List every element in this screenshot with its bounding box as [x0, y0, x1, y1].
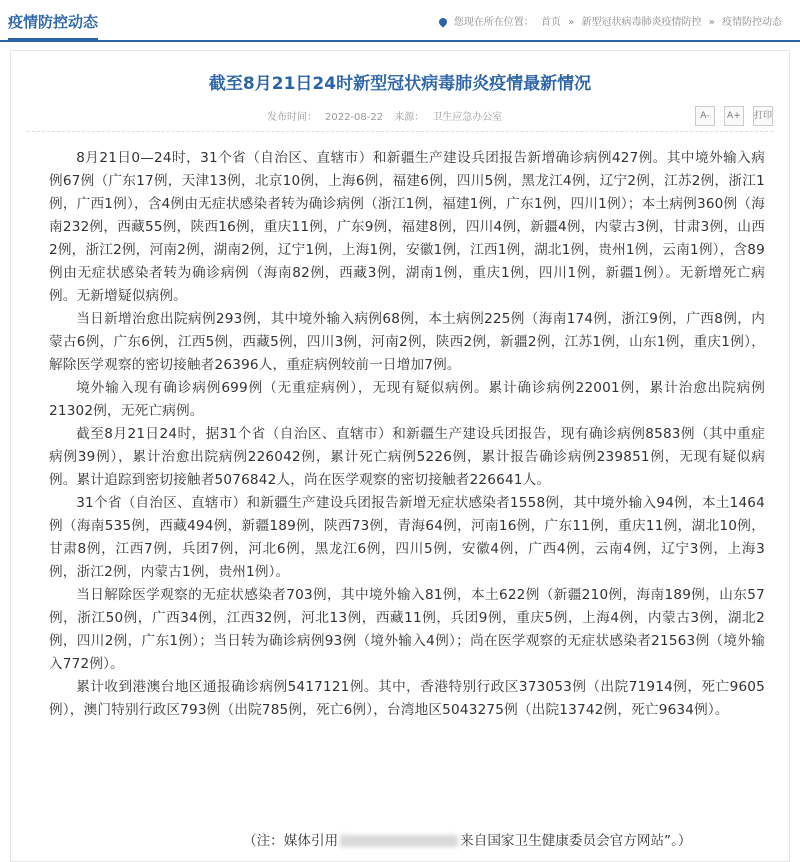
top-header — [0, 0, 800, 42]
article-paragraph: 境外输入现有确诊病例699例（无重症病例），无现有疑似病例。累计确诊病例22001例，累计治愈出院病例21302例，无死亡病例。 — [49, 380, 765, 419]
breadcrumb — [437, 13, 784, 28]
article-paragraph: 31个省（自治区、直辖市）和新疆生产建设兵团报告新增无症状感染者1558例，其中境外输入94例，本土1464例（海南535例，西藏494例，新疆189例，陕西73例，青海64例，河南16例，广东11例，重庆11例，湖北10例，甘肃8例，江西7例，兵团7例，河北6例，黑龙江6例，四川5例，安徽4例，广西4例，云南4例，辽宁3例，上海3例，浙江2例，内蒙古1例，贵州1例）。 — [49, 495, 765, 580]
article-paragraph: 当日解除医学观察的无症状感染者703例，其中境外输入81例，本土622例（新疆210例，海南189例，山东57例，浙江50例，广西34例，江西32例，河北13例，西藏11例，兵团9例，重庆5例，上海4例，内蒙古3例，湖北2例，四川2例，广东1例）；当日转为确诊病例93例（境外输入4例）；尚在医学观察的无症状感染者21563例（境外输入772例）。 — [49, 587, 765, 672]
article-card — [10, 50, 790, 862]
article-paragraph: 当日新增治愈出院病例293例，其中境外输入病例68例，本土病例225例（海南174例，浙江9例，广西8例，内蒙古6例，广东6例，江西5例，西藏5例，四川3例，河南2例，陕西2例，新疆2例，江苏1例，山东1例，重庆1例），解除医学观察的密切接触者26396人，重症病例较前一日增加7例。 — [49, 311, 765, 373]
article-tools — [691, 103, 773, 126]
source-note — [243, 829, 692, 849]
article-title: 截至8月21日24时新型冠状病毒肺炎疫情最新情况 — [208, 74, 592, 94]
breadcrumb-epidemic-link[interactable]: 新型冠状病毒肺炎疫情防控 — [581, 17, 702, 28]
article-meta — [267, 108, 510, 123]
article-paragraph: 8月21日0—24时，31个省（自治区、直辖市）和新疆生产建设兵团报告新增确诊病例427例。其中境外输入病例67例（广东17例，天津13例，北京10例，上海6例，福建6例，四川5例，黑龙江4例，辽宁2例，江苏2例，浙江1例，广西1例），含4例由无症状感染者转为确诊病例（浙江1例，福建1例，广东1例，四川1例）；本土病例360例（海南232例，西藏55例，陕西16例，重庆11例，广东9例，福建8例，四川4例，新疆4例，内蒙古3例，甘肃3例，山西2例，浙江2例，河南2例，湖南2例，辽宁1例，上海1例，安徽1例，江西1例，湖北1例，贵州1例，云南1例），含89例由无症状感染者转为确诊病例（海南82例，西藏3例，湖南1例，重庆1例，四川1例，新疆1例）。无新增死亡病例。无新增疑似病例。 — [49, 150, 765, 304]
article-paragraph: 截至8月21日24时，据31个省（自治区、直辖市）和新疆生产建设兵团报告，现有确诊病例8583例（其中重症病例39例），累计治愈出院病例226042例，累计死亡病例5226例，累计报告确诊病例239851例，无现有疑似病例。累计追踪到密切接触者5076842人，尚在医学观察的密切接触者226641人。 — [49, 426, 765, 488]
location-pin-icon — [437, 16, 448, 27]
source-label: 来源： — [394, 112, 425, 123]
section-title: 疫情防控动态 — [8, 11, 98, 41]
font-decrease-button[interactable]: A- — [695, 106, 715, 126]
breadcrumb-home-link[interactable]: 首页 — [541, 17, 561, 28]
print-button[interactable]: 打印 — [753, 106, 773, 126]
note-start: （注：媒体引用 — [243, 833, 339, 849]
article-paragraph: 累计收到港澳台地区通报确诊病例5417121例。其中，香港特别行政区373053例（出院71914例，死亡9605例），澳门特别行政区793例（出院785例，死亡6例），台湾地区5043275例（出院13742例，死亡9634例）。 — [49, 679, 765, 718]
breadcrumb-separator: » — [568, 17, 575, 28]
article-body — [49, 147, 765, 722]
published-label: 发布时间： — [267, 112, 317, 123]
source-value: 卫生应急办公室 — [432, 112, 503, 123]
breadcrumb-current[interactable]: 疫情防控动态 — [722, 17, 782, 28]
published-date: 2022-08-22 — [325, 112, 384, 123]
breadcrumb-label: 您现在所在位置： — [453, 17, 534, 28]
font-increase-button[interactable]: A+ — [724, 106, 744, 126]
breadcrumb-separator: » — [708, 17, 715, 28]
blurred-text — [340, 835, 458, 847]
divider — [27, 131, 773, 132]
note-end: 来自国家卫生健康委员会官方网站”。） — [460, 833, 692, 849]
